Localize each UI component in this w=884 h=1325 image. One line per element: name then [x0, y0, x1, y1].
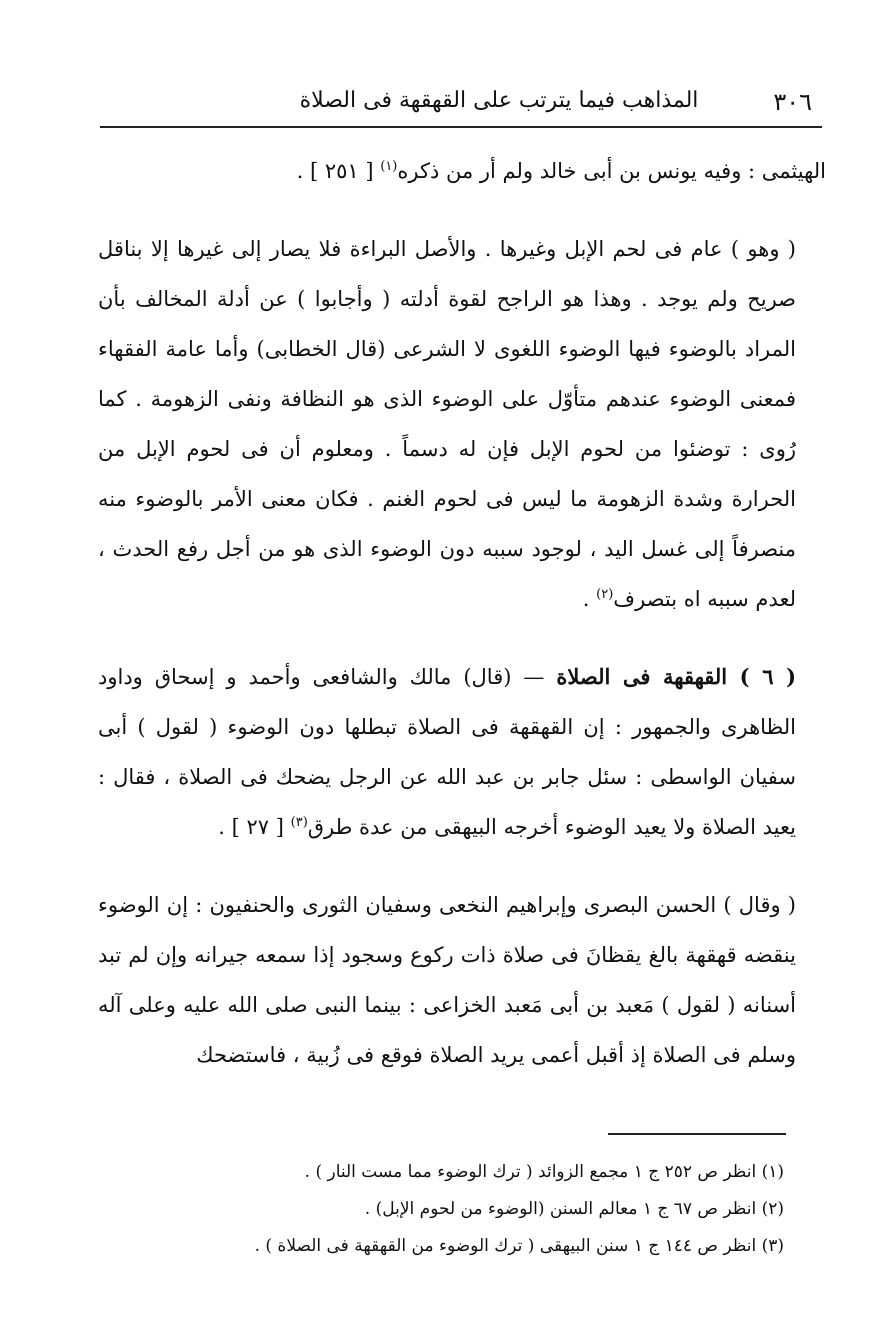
page-number: ٣٠٦	[773, 88, 812, 116]
page-header	[100, 84, 818, 124]
footnote-3: (٣) انظر ص ١٤٤ ج ١ سنن البيهقى ( ترك الوضوء من القهقهة فى الصلاة ) .	[254, 1236, 784, 1256]
paragraph-1-tail: [ ٢٥١ ] .	[296, 159, 381, 183]
footnote-1: (١) انظر ص ٢٥٢ ج ١ مجمع الزوائد ( ترك الوضوء مما مست النار ) .	[304, 1162, 784, 1182]
paragraph-4	[98, 880, 826, 1080]
paragraph-2-text: ( وهو ) عام فى لحم الإبل وغيرها . والأصل البراءة فلا يصار إلى غيرها إلا بناقل صريح ولم يوجد . وهذا هو الراجح لقوة أدلته ( وأجابوا ) عن أدلة المخالف بأن المراد بالوضوء فيها الوضوء اللغوى لا الشرعى (قال الخطابى) وأما عامة الفقهاء فمعنى الوضوء عندهم متأوّل على الوضوء الذى هو النظافة ونفى الزهومة . كما رُوى : توضئوا من لحوم الإبل فإن له دسماً . ومعلوم أن فى لحوم الإبل من الحرارة وشدة الزهومة ما ليس فى لحوم الغنم . فكان معنى الأمر بالوضوء منه منصرفاً إلى غسل اليد ، لوجود سببه دون الوضوء الذى هو من أجل رفع الحدث ، لعدم سببه اه بتصرف	[98, 237, 796, 611]
footnote-ref-1: (١)	[380, 159, 398, 174]
paragraph-2	[98, 224, 826, 624]
paragraph-1	[98, 146, 826, 196]
paragraph-3	[98, 652, 826, 852]
running-title: المذاهب فيما يترتب على القهقهة فى الصلاة	[299, 88, 699, 113]
paragraph-3-tail: [ ٢٧ ] .	[218, 815, 291, 839]
footnote-2: (٢) انظر ص ٦٧ ج ١ معالم السنن (الوضوء من لحوم الإبل) .	[364, 1199, 784, 1219]
paragraph-3-text: — (قال) مالك والشافعى وأحمد و إسحاق وداود الظاهرى والجمهور : إن القهقهة فى الصلاة تبطلها دون الوضوء ( لقول ) أبى سفيان الواسطى : سئل جابر بن عبد الله عن الرجل يضحك فى الصلاة ، فقال : يعيد الصلاة ولا يعيد الوضوء أخرجه البيهقى من عدة طرق	[98, 665, 796, 839]
paragraph-1-text: الهيثمى : وفيه يونس بن أبى خالد ولم أر من ذكره	[397, 159, 826, 183]
main-text	[98, 146, 826, 1080]
header-rule	[100, 126, 822, 128]
footnote-ref-2: (٢)	[596, 587, 614, 602]
footnote-ref-3: (٣)	[290, 815, 308, 830]
section-heading: ( ٦ ) القهقهة فى الصلاة	[556, 664, 797, 689]
footnote-rule	[608, 1133, 786, 1135]
paragraph-4-text: ( وقال ) الحسن البصرى وإبراهيم النخعى وسفيان الثورى والحنفيون : إن الوضوء ينقضه قهقهة بالغ يقظانَ فى صلاة ذات ركوع وسجود إذا سمعه جيرانه وإن لم تبد أسنانه ( لقول ) مَعبد بن أبى مَعبد الخزاعى : بينما النبى صلى الله عليه وعلى آله وسلم فى الصلاة إذ أقبل أعمى يريد الصلاة فوقع فى زُبية ، فاستضحك	[98, 893, 796, 1067]
paragraph-2-tail: .	[582, 587, 597, 611]
footnotes	[104, 1154, 784, 1265]
